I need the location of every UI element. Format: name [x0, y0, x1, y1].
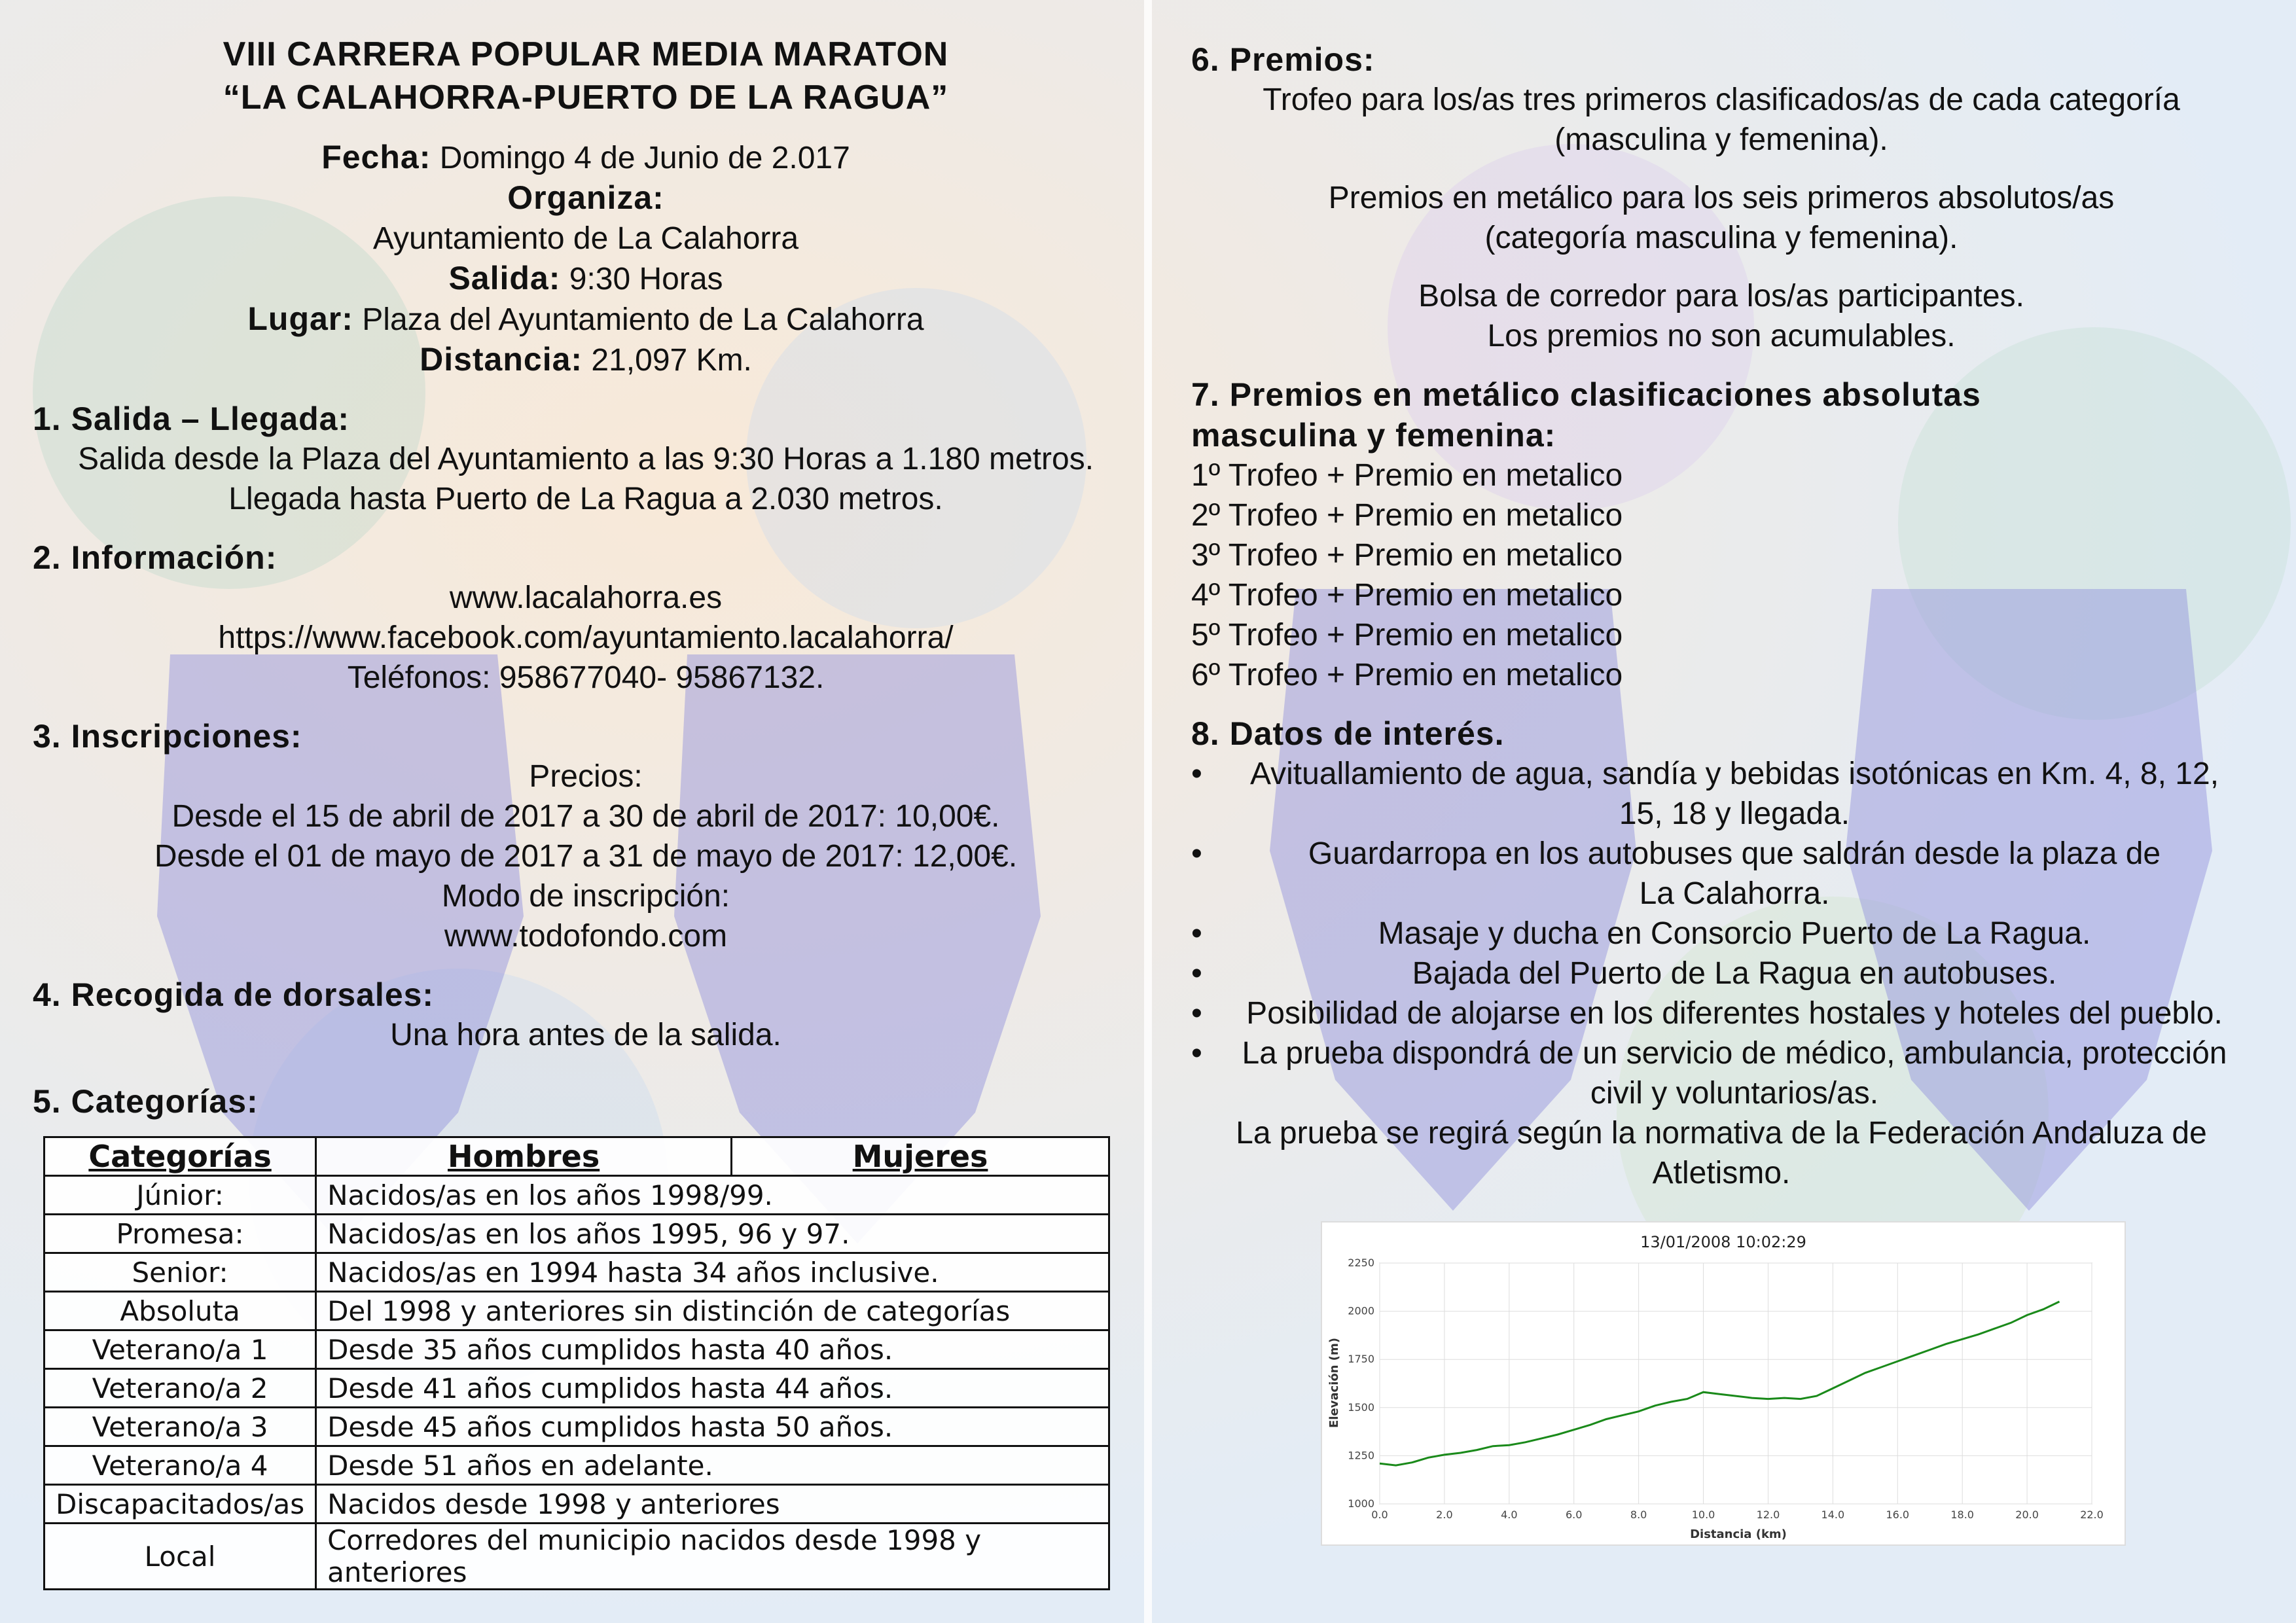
closing-line1: La prueba se regirá según la normativa de la Federación Andaluza de: [1236, 1116, 2207, 1150]
x-tick-label: 20.0: [2015, 1508, 2039, 1521]
lugar-label: Lugar:: [247, 300, 353, 337]
category-cell: Veterano/a 2: [45, 1369, 316, 1408]
fecha-value: Domingo 4 de Junio de 2.017: [431, 141, 850, 175]
table-row: [45, 1330, 1109, 1369]
table-row: [45, 1524, 1109, 1590]
table-header-row: [45, 1137, 1109, 1176]
closing-line2: Atletismo.: [1652, 1156, 1791, 1190]
prize-item: 4º Trofeo + Premio en metalico: [1191, 578, 1623, 613]
category-cell: Veterano/a 3: [45, 1408, 316, 1446]
y-tick-label: 1500: [1348, 1400, 1374, 1414]
x-tick-label: 12.0: [1756, 1508, 1780, 1521]
llegada-text: Llegada hasta Puerto de La Ragua a 2.030 metros.: [228, 482, 943, 516]
header-mujeres: Mujeres: [732, 1137, 1109, 1176]
premios-p3-line2: Los premios no son acumulables.: [1487, 319, 1956, 353]
description-cell: Nacidos/as en los años 1995, 96 y 97.: [316, 1215, 1109, 1253]
organiza-label: Organiza:: [507, 179, 664, 216]
bullet-text: La prueba dispondrá de un servicio de médico, ambulancia, protección: [1242, 1036, 2227, 1071]
bullet-text: Posibilidad de alojarse en los diferentes hostales y hoteles del pueblo.: [1246, 996, 2223, 1031]
x-tick-label: 22.0: [2080, 1508, 2104, 1521]
left-column: [33, 33, 1139, 1590]
salida-label: Salida:: [448, 260, 561, 296]
lugar-value: Plaza del Ayuntamiento de La Calahorra: [353, 302, 924, 337]
distancia-value: 21,097 Km.: [583, 343, 752, 378]
description-cell: Desde 51 años en adelante.: [316, 1446, 1109, 1485]
website-link[interactable]: www.lacalahorra.es: [449, 580, 723, 615]
bullet-text: Guardarropa en los autobuses que saldrán desde la plaza de: [1308, 836, 2161, 871]
x-tick-label: 0.0: [1371, 1508, 1388, 1521]
bullet-icon: •: [1191, 836, 1202, 871]
salida-line: [33, 259, 1139, 299]
category-cell: Promesa:: [45, 1215, 316, 1253]
x-tick-label: 4.0: [1501, 1508, 1518, 1521]
bullet-text: Bajada del Puerto de La Ragua en autobuses.: [1412, 956, 2057, 991]
x-tick-label: 18.0: [1950, 1508, 1974, 1521]
fecha-line: [33, 137, 1139, 178]
event-title-line1: VIII CARRERA POPULAR MEDIA MARATON: [223, 35, 949, 73]
x-axis-label: Distancia (km): [1690, 1527, 1787, 1541]
price-line-1: Desde el 15 de abril de 2017 a 30 de abril de 2017: 10,00€.: [171, 799, 1000, 834]
event-title-line2: “LA CALAHORRA-PUERTO DE LA RAGUA”: [223, 79, 949, 116]
table-row: [45, 1408, 1109, 1446]
y-axis-label: Elevación (m): [1327, 1337, 1341, 1429]
elevation-chart: [1321, 1221, 2126, 1546]
bullet-text: Masaje y ducha en Consorcio Puerto de La Ragua.: [1378, 916, 2091, 951]
header-categorias: Categorías: [45, 1137, 316, 1176]
description-cell: Nacidos/as en 1994 hasta 34 años inclusive.: [316, 1253, 1109, 1292]
salida-text: Salida desde la Plaza del Ayuntamiento a las 9:30 Horas a 1.180 metros.: [77, 442, 1094, 476]
section-3-title: 3. Inscripciones:: [33, 718, 302, 755]
prize-item: 6º Trofeo + Premio en metalico: [1191, 658, 1623, 692]
distancia-line: [33, 340, 1139, 380]
category-cell: Júnior:: [45, 1176, 316, 1215]
bullet-text-cont: La Calahorra.: [1639, 876, 1830, 911]
table-row: [45, 1446, 1109, 1485]
premios-p1-line1: Trofeo para los/as tres primeros clasificados/as de cada categoría: [1263, 82, 2180, 117]
x-tick-label: 16.0: [1886, 1508, 1910, 1521]
modo-label: Modo de inscripción:: [441, 879, 730, 914]
dorsales-text: Una hora antes de la salida.: [390, 1018, 781, 1052]
premios-p2-line2: (categoría masculina y femenina).: [1484, 221, 1958, 255]
list-item: [1191, 834, 2251, 914]
bullet-text-cont: civil y voluntarios/as.: [1590, 1076, 1879, 1111]
x-tick-label: 10.0: [1691, 1508, 1715, 1521]
prize-item: 5º Trofeo + Premio en metalico: [1191, 618, 1623, 652]
plot-area: [1380, 1263, 2092, 1504]
lugar-line: [33, 299, 1139, 340]
prize-item: 2º Trofeo + Premio en metalico: [1191, 498, 1623, 533]
table-row: [45, 1176, 1109, 1215]
description-cell: Corredores del municipio nacidos desde 1998 y anteriores: [316, 1524, 1109, 1590]
bullet-text: Avituallamiento de agua, sandía y bebidas isotónicas en Km. 4, 8, 12,: [1249, 757, 2219, 791]
table-row: [45, 1215, 1109, 1253]
bullet-icon: •: [1191, 1036, 1202, 1071]
right-column: [1191, 39, 2251, 1193]
bullet-icon: •: [1191, 916, 1202, 951]
category-cell: Senior:: [45, 1253, 316, 1292]
table-row: [45, 1369, 1109, 1408]
table-row: [45, 1485, 1109, 1524]
bullet-text-cont: 15, 18 y llegada.: [1619, 796, 1850, 831]
header-hombres: Hombres: [316, 1137, 732, 1176]
category-cell: Veterano/a 1: [45, 1330, 316, 1369]
section-1-title: 1. Salida – Llegada:: [33, 401, 350, 437]
elevation-chart-svg: [1322, 1222, 2125, 1544]
salida-value: 9:30 Horas: [560, 262, 723, 296]
table-row: [45, 1253, 1109, 1292]
category-cell: Discapacitados/as: [45, 1485, 316, 1524]
x-tick-label: 6.0: [1566, 1508, 1583, 1521]
fecha-label: Fecha:: [321, 139, 431, 175]
description-cell: Desde 41 años cumplidos hasta 44 años.: [316, 1369, 1109, 1408]
list-item: [1191, 993, 2251, 1033]
section-7-title-line2: masculina y femenina:: [1191, 417, 1556, 454]
prize-item: 3º Trofeo + Premio en metalico: [1191, 538, 1623, 573]
facebook-link[interactable]: https://www.facebook.com/ayuntamiento.lacalahorra/: [218, 620, 954, 655]
section-5-title: 5. Categorías:: [33, 1083, 259, 1120]
premios-p3-line1: Bolsa de corredor para los/as participantes.: [1418, 279, 2024, 313]
bullet-icon: •: [1191, 996, 1202, 1031]
y-tick-label: 2000: [1348, 1304, 1374, 1317]
distancia-label: Distancia:: [420, 341, 583, 378]
precios-label: Precios:: [529, 759, 643, 794]
premios-p1-line2: (masculina y femenina).: [1554, 122, 1888, 157]
bullet-icon: •: [1191, 757, 1202, 791]
section-4-title: 4. Recogida de dorsales:: [33, 976, 435, 1013]
description-cell: Nacidos/as en los años 1998/99.: [316, 1176, 1109, 1215]
x-tick-label: 8.0: [1630, 1508, 1647, 1521]
price-line-2: Desde el 01 de mayo de 2017 a 31 de mayo de 2017: 12,00€.: [154, 839, 1018, 874]
chart-title: 13/01/2008 10:02:29: [1640, 1233, 1806, 1251]
organiza-line: [33, 178, 1139, 219]
x-tick-label: 14.0: [1821, 1508, 1845, 1521]
section-6-title: 6. Premios:: [1191, 41, 1375, 78]
y-tick-label: 1000: [1348, 1497, 1374, 1510]
bullet-icon: •: [1191, 956, 1202, 991]
list-item: [1191, 1033, 2251, 1113]
categories-table: [43, 1136, 1110, 1590]
phone-numbers: Teléfonos: 958677040- 95867132.: [347, 660, 825, 695]
description-cell: Del 1998 y anteriores sin distinción de categorías: [316, 1292, 1109, 1330]
premios-p2-line1: Premios en metálico para los seis primeros absolutos/as: [1328, 181, 2115, 215]
organiza-value: Ayuntamiento de La Calahorra: [372, 221, 799, 256]
category-cell: Absoluta: [45, 1292, 316, 1330]
list-item: [1191, 954, 2251, 993]
y-tick-label: 2250: [1348, 1257, 1374, 1269]
description-cell: Desde 35 años cumplidos hasta 40 años.: [316, 1330, 1109, 1369]
section-7-title-line1: 7. Premios en metálico clasificaciones absolutas: [1191, 376, 1981, 413]
table-row: [45, 1292, 1109, 1330]
section-8-title: 8. Datos de interés.: [1191, 715, 1505, 752]
x-tick-label: 2.0: [1436, 1508, 1453, 1521]
description-cell: Desde 45 años cumplidos hasta 50 años.: [316, 1408, 1109, 1446]
list-item: [1191, 914, 2251, 954]
inscription-link[interactable]: www.todofondo.com: [444, 919, 728, 954]
category-cell: Veterano/a 4: [45, 1446, 316, 1485]
y-tick-label: 1250: [1348, 1449, 1374, 1462]
description-cell: Nacidos desde 1998 y anteriores: [316, 1485, 1109, 1524]
category-cell: Local: [45, 1524, 316, 1590]
prize-item: 1º Trofeo + Premio en metalico: [1191, 458, 1623, 493]
y-tick-label: 1750: [1348, 1353, 1374, 1366]
section-2-title: 2. Información:: [33, 539, 278, 576]
list-item: [1191, 754, 2251, 834]
